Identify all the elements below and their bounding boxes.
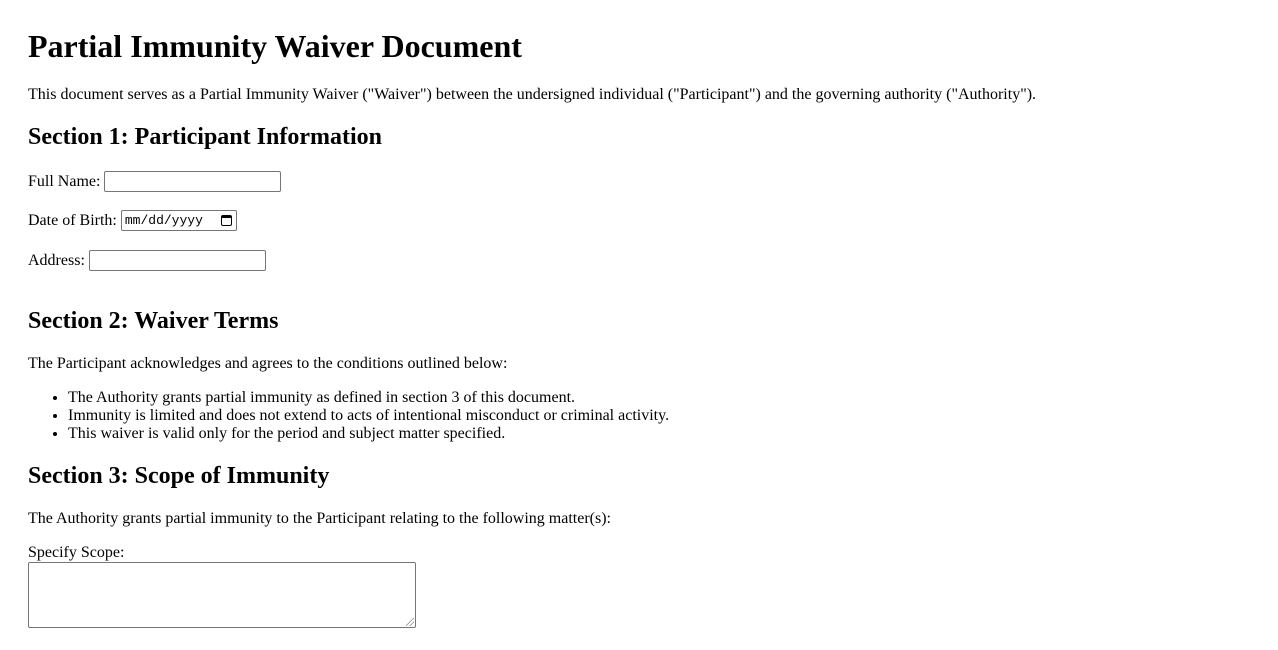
address-input[interactable] [89, 250, 266, 271]
address-label: Address: [28, 251, 85, 269]
date-of-birth-row [28, 210, 237, 231]
scope-label: Specify Scope: [28, 544, 125, 561]
list-item: • This waiver is valid only for the period and subject matter specified. [68, 425, 669, 443]
intro-paragraph: This document serves as a Partial Immunity Waiver ("Waiver") between the undersigned individual ("Participant") and the governing authority ("Authority"). [28, 86, 1037, 103]
list-item: • Immunity is limited and does not extend to acts of intentional misconduct or criminal activity. [68, 407, 669, 425]
section-3-heading: Section 3: Scope of Immunity [28, 463, 330, 489]
section-2-heading: Section 2: Waiver Terms [28, 308, 279, 334]
section-1-heading: Section 1: Participant Information [28, 124, 382, 150]
section-3-intro: The Authority grants partial immunity to the Participant relating to the following matter(s): [28, 510, 611, 527]
section-2-intro: The Participant acknowledges and agrees to the conditions outlined below: [28, 355, 508, 372]
calendar-icon[interactable] [221, 215, 232, 226]
resize-handle-icon[interactable] [406, 618, 414, 626]
date-of-birth-label: Date of Birth: [28, 211, 117, 229]
date-placeholder: mm/dd/yyyy [124, 212, 203, 228]
date-of-birth-input[interactable] [121, 210, 237, 231]
scope-textarea[interactable] [28, 562, 416, 628]
full-name-label: Full Name: [28, 172, 101, 190]
waiver-terms-list [28, 389, 669, 443]
list-item: • The Authority grants partial immunity as defined in section 3 of this document. [68, 389, 669, 407]
page-title: Partial Immunity Waiver Document [28, 28, 522, 64]
address-row [28, 250, 266, 271]
full-name-input[interactable] [104, 171, 281, 192]
full-name-row [28, 171, 281, 192]
